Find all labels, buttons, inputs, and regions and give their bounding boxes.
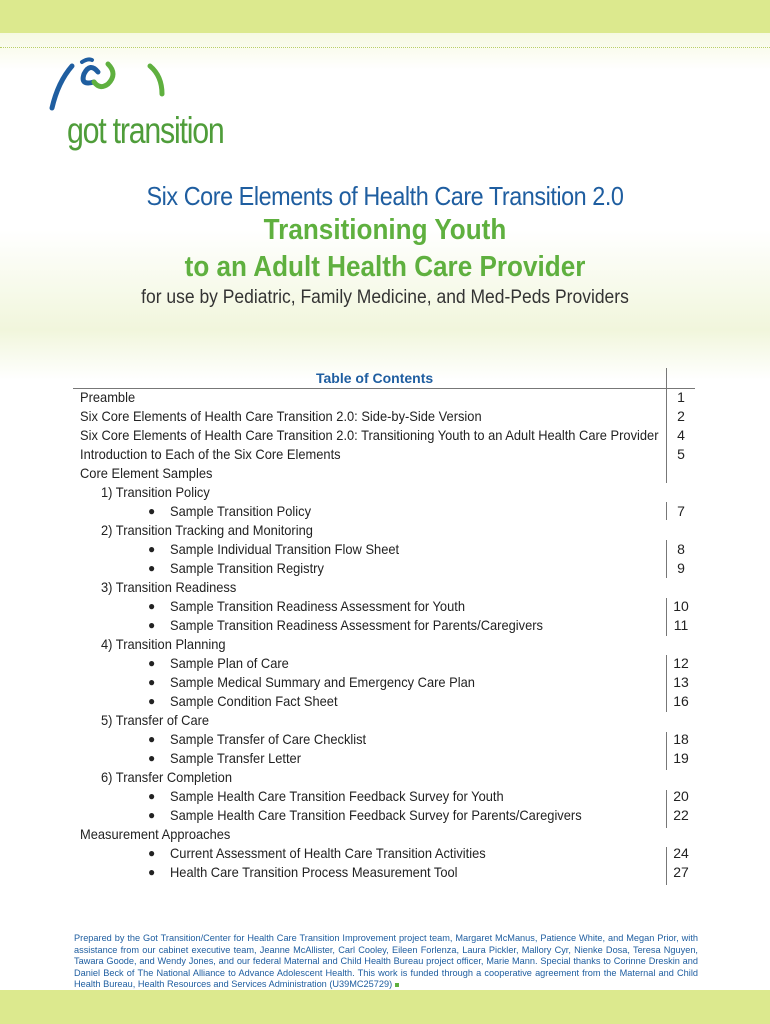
toc-row-label: Measurement Approaches <box>80 826 231 842</box>
toc-column-rule-top <box>666 368 667 388</box>
toc-section-transfer-of-care <box>73 711 695 730</box>
bullet-icon: ● <box>148 808 156 822</box>
toc-section-transition-readiness <box>73 578 695 597</box>
toc-row-label: Sample Condition Fact Sheet <box>170 693 338 709</box>
toc-row-preamble[interactable] <box>73 388 695 407</box>
bullet-icon: ● <box>148 675 156 689</box>
toc-row-label: Six Core Elements of Health Care Transition 2.0: Side-by-Side Version <box>80 408 482 424</box>
bullet-icon: ● <box>148 656 156 670</box>
toc-row-label: Sample Health Care Transition Feedback Survey for Youth <box>170 788 504 804</box>
toc-row-page: 18 <box>673 731 689 747</box>
toc-row-page: 20 <box>673 788 689 804</box>
toc-row-page: 1 <box>677 389 685 405</box>
bullet-icon: ● <box>148 789 156 803</box>
toc-row-medical-summary[interactable] <box>73 673 695 692</box>
toc-section-measurement-approaches <box>73 825 695 844</box>
toc-row-plan-of-care[interactable] <box>73 654 695 673</box>
toc-row-label: Sample Transfer of Care Checklist <box>170 731 367 747</box>
bullet-icon: ● <box>148 504 156 518</box>
logo-text: got transition <box>67 110 224 151</box>
toc-row-label: Health Care Transition Process Measurement Tool <box>170 864 458 880</box>
toc-row-label: Current Assessment of Health Care Transition Activities <box>170 845 486 861</box>
dotted-divider <box>0 47 770 48</box>
toc-row-label: Core Element Samples <box>80 465 213 481</box>
toc-row-page: 5 <box>677 446 685 462</box>
toc-row-label: Introduction to Each of the Six Core Elements <box>80 446 341 462</box>
top-band <box>0 0 770 33</box>
bullet-icon: ● <box>148 561 156 575</box>
toc-row-transfer-checklist[interactable] <box>73 730 695 749</box>
toc-row-page: 12 <box>673 655 689 671</box>
toc-row-label: 1) Transition Policy <box>101 484 210 500</box>
bullet-icon: ● <box>148 542 156 556</box>
toc-row-label: Sample Transition Readiness Assessment for Parents/Caregivers <box>170 617 543 633</box>
bottom-band <box>0 990 770 1024</box>
toc-row-page: 19 <box>673 750 689 766</box>
toc-row-label: Sample Transition Policy <box>170 503 312 519</box>
toc-row-six-core-elements[interactable] <box>73 426 695 445</box>
toc-row-label: Preamble <box>80 389 136 405</box>
bullet-icon: ● <box>148 618 156 632</box>
acknowledgements-footer <box>74 933 698 991</box>
bullet-icon: ● <box>148 732 156 746</box>
toc-row-page: 2 <box>677 408 685 424</box>
toc-row-label: 3) Transition Readiness <box>101 579 237 595</box>
toc-title: Table of Contents <box>316 370 434 386</box>
toc-row-readiness-parents[interactable] <box>73 616 695 635</box>
toc-row-page: 13 <box>673 674 689 690</box>
toc-row-page: 16 <box>673 693 689 709</box>
toc-row-introduction[interactable] <box>73 445 695 464</box>
toc-row-current-assessment[interactable] <box>73 844 695 863</box>
toc-row-page: 22 <box>673 807 689 823</box>
toc-section-transfer-completion <box>73 768 695 787</box>
toc-row-side-by-side[interactable] <box>73 407 695 426</box>
bullet-icon: ● <box>148 846 156 860</box>
toc-row-readiness-youth[interactable] <box>73 597 695 616</box>
toc-row-feedback-parents[interactable] <box>73 806 695 825</box>
toc-row-page: 8 <box>677 541 685 557</box>
document-subtitle: Six Core Elements of Health Care Transition 2.0 <box>146 181 624 211</box>
toc-section-core-element-samples <box>73 464 695 483</box>
toc-row-page: 4 <box>677 427 685 443</box>
toc-row-feedback-youth[interactable] <box>73 787 695 806</box>
toc-row-transition-registry[interactable] <box>73 559 695 578</box>
bullet-icon: ● <box>148 694 156 708</box>
toc-row-page: 27 <box>673 864 689 880</box>
toc-row-page: 24 <box>673 845 689 861</box>
audience-line: for use by Pediatric, Family Medicine, and Med-Peds Providers <box>141 287 629 308</box>
document-title-line1: Transitioning Youth <box>263 214 507 246</box>
got-transition-logo <box>42 56 222 156</box>
toc-row-label: Six Core Elements of Health Care Transition 2.0: Transitioning Youth to an Adult Health Care Provider <box>80 427 659 443</box>
toc-row-label: Sample Medical Summary and Emergency Care Plan <box>170 674 475 690</box>
toc-row-label: 6) Transfer Completion <box>101 769 233 785</box>
toc-section-transition-planning <box>73 635 695 654</box>
toc-row-page: 9 <box>677 560 685 576</box>
toc-row-label: 5) Transfer of Care <box>101 712 210 728</box>
toc-row-label: Sample Transition Registry <box>170 560 324 576</box>
bullet-icon: ● <box>148 865 156 879</box>
bullet-icon: ● <box>148 751 156 765</box>
toc-row-condition-fact-sheet[interactable] <box>73 692 695 711</box>
footer-text: Prepared by the Got Transition/Center for Health Care Transition Improvement project team, Margaret McManus, Patience White, and Megan Prior, with assistance from our cabinet executive team, Jeanne McAllister, Carl Cooley, Eileen Forlenza, Laura Pickler, Mallory Cyr, Nienke Dosa, Teresa Nguyen, Tawara Goode, and Wendy Jones, and our federal Maternal and Child Health Bureau project officer, Marie Mann. Special thanks to Corinne Dreskin and Daniel Beck of The National Alliance to Advance Adolescent Health. This work is funded through a cooperative agreement from the Maternal and Child Health Bureau, Health Resources and Services Administration (U39MC25729) <box>74 933 698 989</box>
toc-row-label: 4) Transition Planning <box>101 636 226 652</box>
toc-row-label: 2) Transition Tracking and Monitoring <box>101 522 313 538</box>
toc-row-page: 7 <box>677 503 685 519</box>
toc-row-process-measurement-tool[interactable] <box>73 863 695 882</box>
bullet-icon: ● <box>148 599 156 613</box>
toc-row-flow-sheet[interactable] <box>73 540 695 559</box>
toc-row-label: Sample Plan of Care <box>170 655 289 671</box>
toc-row-label: Sample Health Care Transition Feedback Survey for Parents/Caregivers <box>170 807 582 823</box>
end-square-icon <box>395 983 399 987</box>
document-title-line2: to an Adult Health Care Provider <box>184 251 586 283</box>
toc-row-transfer-letter[interactable] <box>73 749 695 768</box>
toc-section-tracking-monitoring <box>73 521 695 540</box>
toc-section-transition-policy <box>73 483 695 502</box>
toc-row-label: Sample Individual Transition Flow Sheet <box>170 541 400 557</box>
toc-row-label: Sample Transfer Letter <box>170 750 302 766</box>
toc-row-page: 11 <box>673 617 689 633</box>
toc-row-sample-transition-policy[interactable] <box>73 502 695 521</box>
toc-row-label: Sample Transition Readiness Assessment for Youth <box>170 598 465 614</box>
toc-row-page: 10 <box>673 598 689 614</box>
